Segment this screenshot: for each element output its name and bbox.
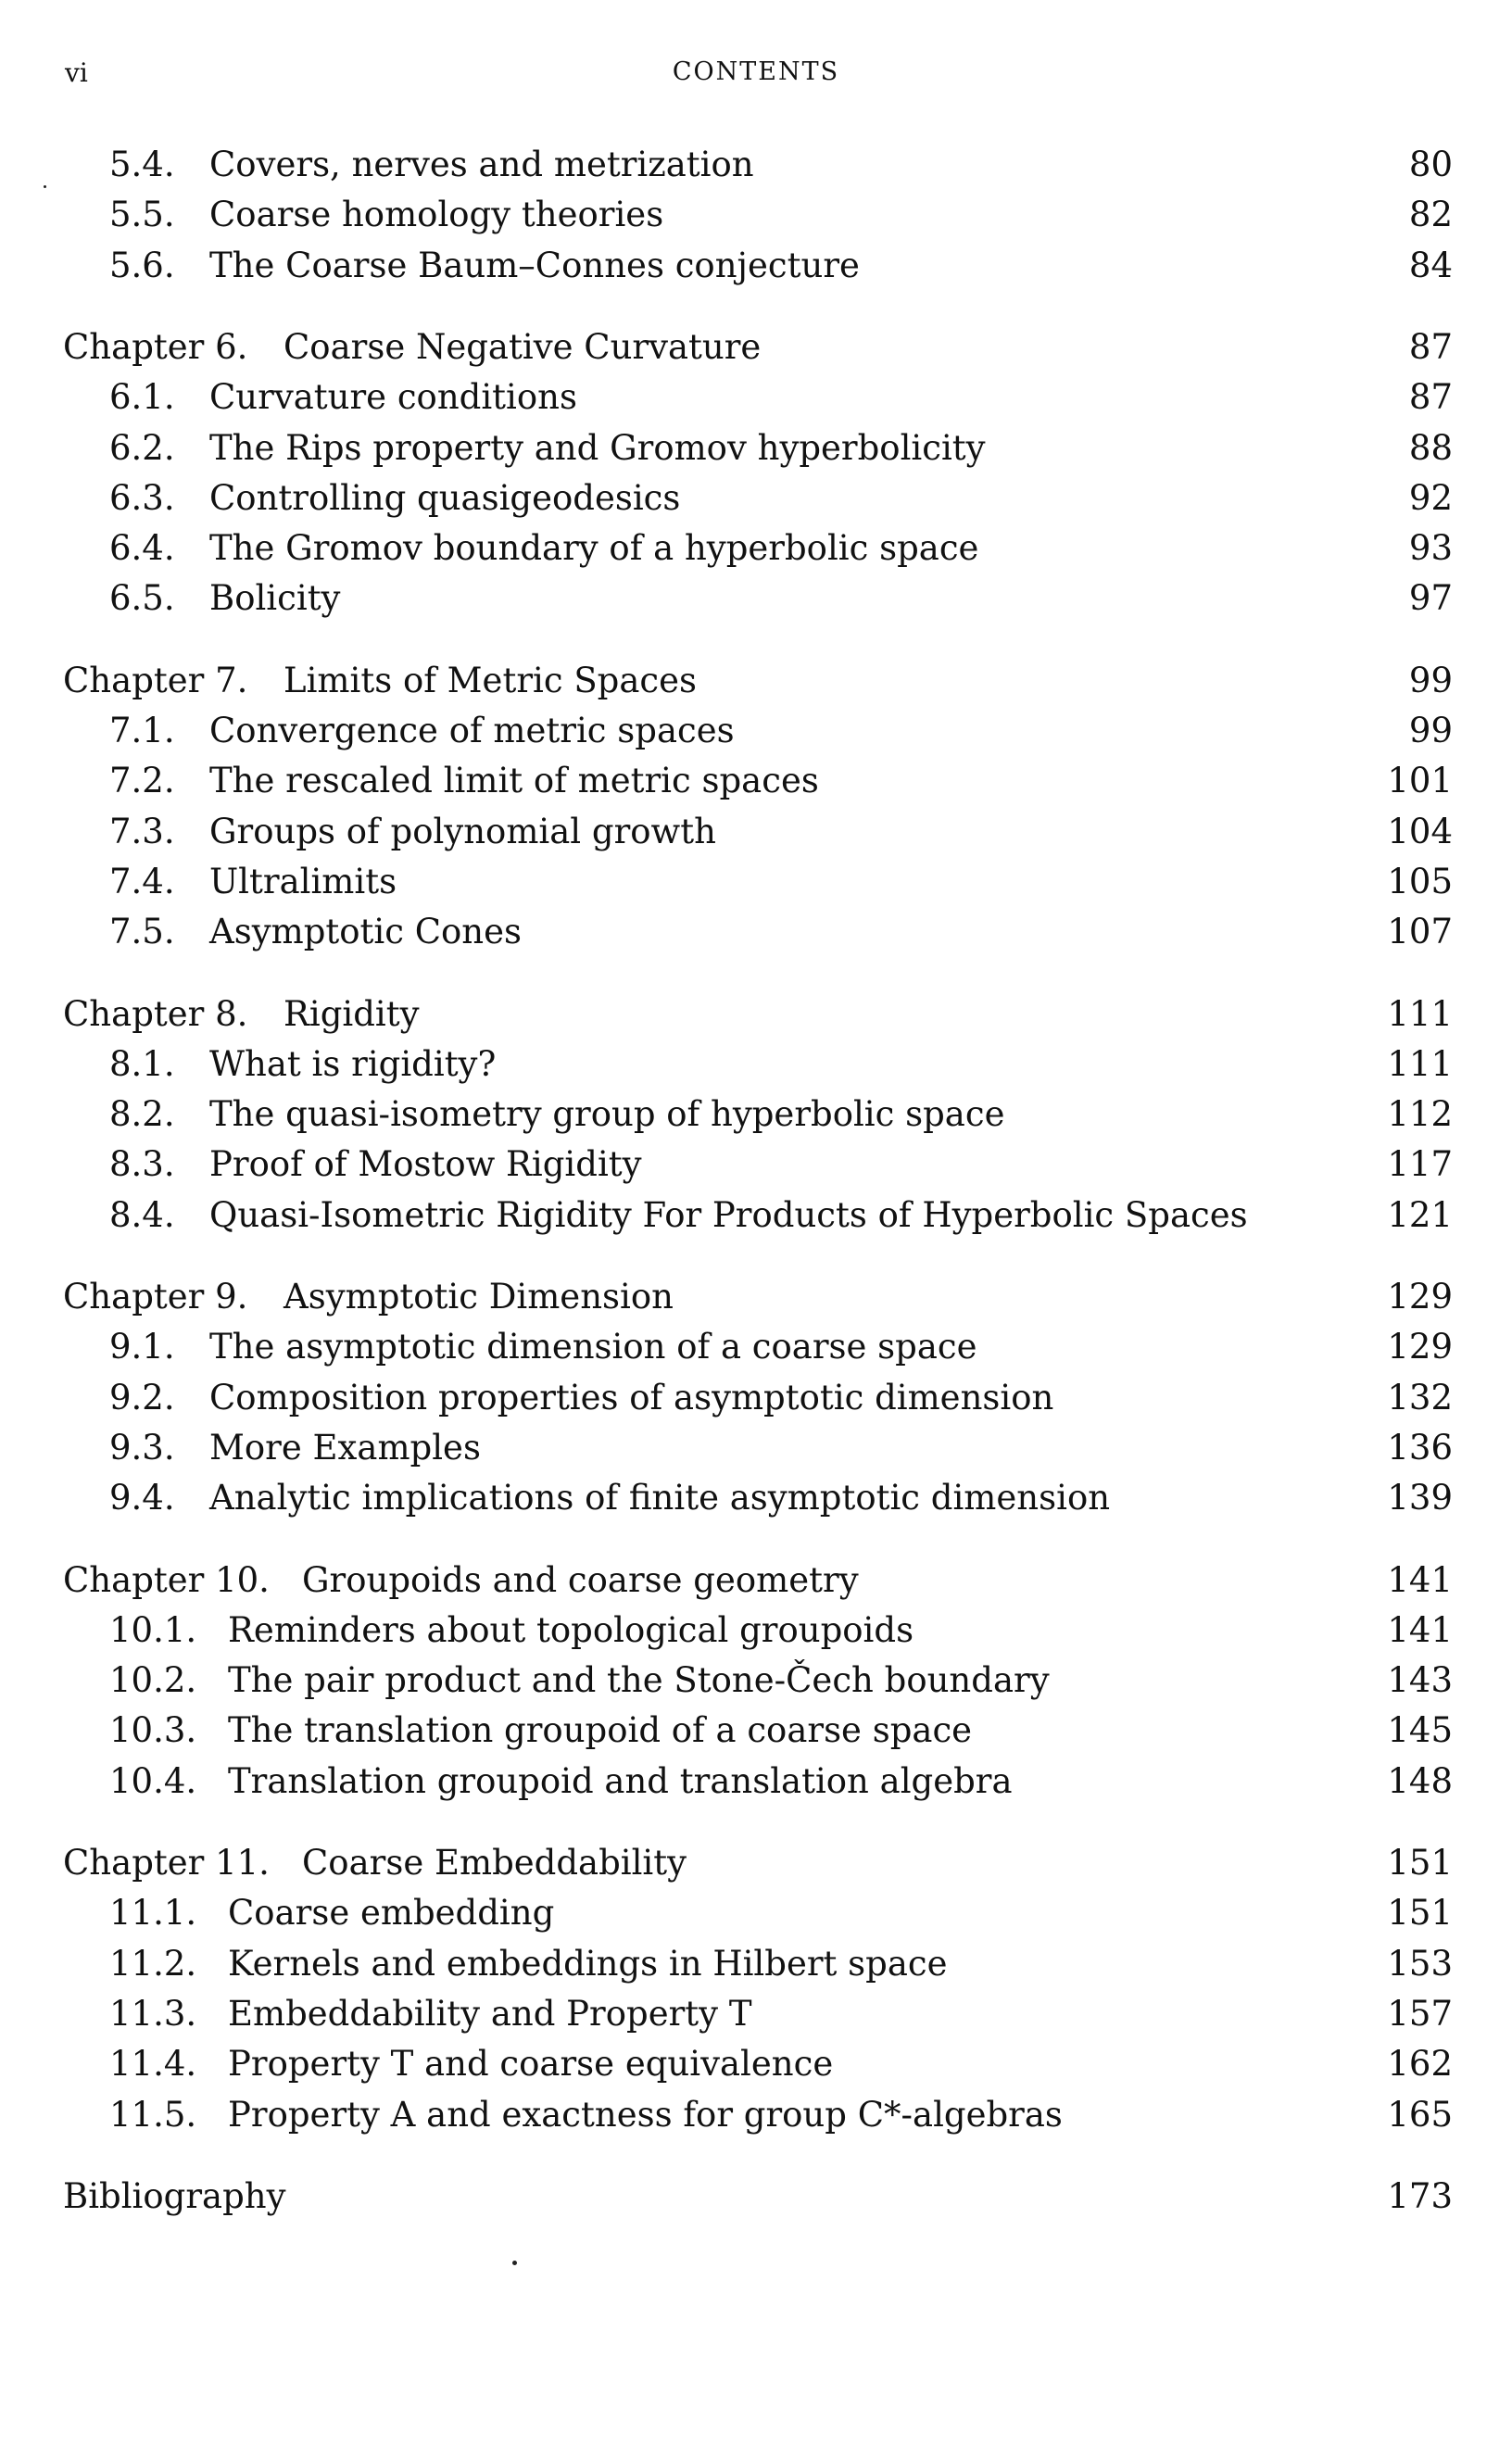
toc-section-entry [63,908,1453,956]
entry-title: Asymptotic Dimension [284,1277,674,1317]
entry-page-number: 84 [1408,245,1453,285]
toc-chapter-entry [63,323,1453,372]
toc-section-entry [63,1424,1453,1472]
toc-section-entry [63,1940,1453,1988]
entry-number: 11.5. [109,2094,197,2135]
toc-chapter-entry [63,990,1453,1039]
entry-number: 9.4. [109,1478,175,1518]
entry-page-number: 151 [1387,1893,1453,1934]
toc-section-entry [63,1090,1453,1139]
toc-chapter-entry [63,1556,1453,1605]
entry-number: 7.5. [109,912,175,952]
toc-section-entry [63,474,1453,523]
entry-title: Limits of Metric Spaces [284,660,698,700]
toc-section-entry [63,373,1453,422]
toc-section-entry [63,1758,1453,1806]
entry-page-number: 97 [1408,578,1453,619]
entry-title: Composition properties of asymptotic dimension [209,1377,1054,1418]
entry-number: 8.2. [109,1094,175,1135]
entry-page-number: 82 [1408,195,1453,235]
entry-title: The quasi-isometry group of hyperbolic space [209,1094,1005,1135]
entry-number: 6.4. [109,528,175,569]
entry-page-number: 111 [1387,993,1453,1034]
toc-section-entry [63,424,1453,472]
entry-number: 7.3. [109,811,175,851]
entry-title: Reminders about topological groupoids [228,1609,914,1650]
entry-title: Groupoids and coarse geometry [302,1559,859,1600]
entry-title: Bibliography [63,2175,286,2216]
entry-title: More Examples [209,1427,481,1468]
entry-page-number: 143 [1387,1660,1453,1701]
entry-title: Property A and exactness for group C*-algebras [228,2094,1063,2135]
entry-title: Property T and coarse equivalence [228,2044,834,2085]
entry-page-number: 121 [1387,1194,1453,1235]
entry-page-number: 101 [1387,761,1453,801]
entry-title: What is rigidity? [209,1043,497,1084]
toc-section-entry [63,2091,1453,2139]
entry-title: Groups of polynomial growth [209,811,716,851]
toc-chapter-entry [63,1839,1453,1887]
entry-number: 5.4. [109,145,175,184]
toc-section-entry [63,1707,1453,1755]
entry-page-number: 162 [1387,2044,1453,2085]
toc-bibliography-entry [63,2173,1453,2221]
entry-title: Convergence of metric spaces [209,711,735,750]
entry-page-number: 111 [1387,1043,1453,1084]
entry-page-number: 92 [1408,477,1453,518]
entry-page-number: 165 [1387,2094,1453,2135]
entry-title: Proof of Mostow Rigidity [209,1144,642,1185]
entry-number: 11.4. [109,2044,197,2085]
entry-title: Coarse embedding [228,1893,555,1934]
entry-page-number: 148 [1387,1760,1453,1801]
entry-title: Bolicity [209,578,341,619]
entry-page-number: 129 [1387,1277,1453,1317]
entry-number: 8.1. [109,1043,175,1084]
toc-section-entry [63,1474,1453,1522]
entry-page-number: 80 [1408,145,1453,184]
speck-mark [44,185,46,188]
entry-number: 11.2. [109,1943,197,1984]
entry-page-number: 157 [1387,1993,1453,2034]
entry-number: 10.1. [109,1609,197,1650]
entry-number: 11.1. [109,1893,197,1934]
toc-section-entry [63,1191,1453,1240]
toc-section-entry [63,141,1453,189]
entry-page-number: 105 [1387,861,1453,901]
entry-number: 6.3. [109,477,175,518]
entry-title: Coarse Negative Curvature [284,326,762,367]
running-head [56,57,1456,94]
entry-title: Curvature conditions [209,377,577,418]
entry-page-number: 99 [1408,711,1453,750]
entry-number: 8.4. [109,1194,175,1235]
toc-section-entry [63,524,1453,573]
entry-page-number: 112 [1387,1094,1453,1135]
entry-title: The Rips property and Gromov hyperbolicity [209,427,986,468]
toc-chapter-entry [63,657,1453,705]
entry-number: Chapter 11. [63,1843,270,1883]
toc-chapter-entry [63,1273,1453,1321]
toc-section-entry [63,1140,1453,1189]
entry-number: 10.2. [109,1660,197,1701]
entry-title: Covers, nerves and metrization [209,145,754,184]
entry-title: Kernels and embeddings in Hilbert space [228,1943,948,1984]
entry-page-number: 99 [1408,660,1453,700]
entry-title: The pair product and the Stone-Čech boundary [228,1660,1050,1701]
toc-section-entry [63,191,1453,239]
toc-section-entry [63,1889,1453,1937]
toc-section-entry [63,1657,1453,1705]
entry-title: The translation groupoid of a coarse space [228,1710,973,1751]
entry-page-number: 139 [1387,1478,1453,1518]
entry-number: 10.4. [109,1760,197,1801]
toc-section-entry [63,2040,1453,2088]
entry-page-number: 107 [1387,912,1453,952]
entry-page-number: 104 [1387,811,1453,851]
entry-number: 7.2. [109,761,175,801]
entry-page-number: 136 [1387,1427,1453,1468]
entry-title: Asymptotic Cones [209,912,523,952]
entry-number: 5.6. [109,245,175,285]
entry-page-number: 93 [1408,528,1453,569]
entry-page-number: 88 [1408,427,1453,468]
entry-page-number: 173 [1387,2175,1453,2216]
entry-title: Quasi-Isometric Rigidity For Products of Hyperbolic Spaces [209,1194,1248,1235]
entry-number: 10.3. [109,1710,197,1751]
entry-number: 8.3. [109,1144,175,1185]
entry-title: Translation groupoid and translation algebra [228,1760,1013,1801]
entry-number: 11.3. [109,1993,197,2034]
running-title: CONTENTS [672,57,840,86]
entry-page-number: 145 [1387,1710,1453,1751]
entry-page-number: 87 [1408,377,1453,418]
entry-page-number: 151 [1387,1843,1453,1883]
toc-section-entry [63,574,1453,623]
toc-section-entry [63,1323,1453,1371]
toc-section-entry [63,808,1453,856]
entry-title: Coarse Embeddability [302,1843,687,1883]
entry-page-number: 87 [1408,326,1453,367]
entry-number: 6.2. [109,427,175,468]
entry-page-number: 132 [1387,1377,1453,1418]
toc-section-entry [63,858,1453,906]
entry-title: The Coarse Baum–Connes conjecture [209,245,860,285]
entry-number: 6.1. [109,377,175,418]
entry-number: 9.3. [109,1427,175,1468]
entry-page-number: 141 [1387,1609,1453,1650]
entry-number: 7.1. [109,711,175,750]
toc-section-entry [63,242,1453,290]
entry-page-number: 117 [1387,1144,1453,1185]
entry-number: Chapter 7. [63,660,248,700]
entry-number: 9.2. [109,1377,175,1418]
entry-number: 9.1. [109,1327,175,1367]
entry-title: Embeddability and Property T [228,1993,752,2034]
entry-title: The rescaled limit of metric spaces [209,761,819,801]
toc-section-entry [63,1606,1453,1655]
entry-page-number: 129 [1387,1327,1453,1367]
entry-number: 5.5. [109,195,175,235]
speck-mark [512,2261,517,2265]
entry-title: Coarse homology theories [209,195,664,235]
toc-section-entry [63,707,1453,755]
entry-number: 6.5. [109,578,175,619]
toc-section-entry [63,757,1453,805]
toc-section-entry [63,1374,1453,1422]
toc-section-entry [63,1040,1453,1089]
entry-title: Ultralimits [209,861,397,901]
entry-page-number: 141 [1387,1559,1453,1600]
entry-title: Analytic implications of finite asymptotic dimension [209,1478,1111,1518]
entry-number: Chapter 9. [63,1277,248,1317]
entry-title: Rigidity [284,993,420,1034]
toc-section-entry [63,1990,1453,2038]
page-number: vi [65,57,88,88]
entry-number: 7.4. [109,861,175,901]
entry-title: The asymptotic dimension of a coarse space [209,1327,977,1367]
entry-title: The Gromov boundary of a hyperbolic space [209,528,979,569]
entry-page-number: 153 [1387,1943,1453,1984]
entry-number: Chapter 8. [63,993,248,1034]
entry-title: Controlling quasigeodesics [209,477,681,518]
entry-number: Chapter 6. [63,326,248,367]
entry-number: Chapter 10. [63,1559,270,1600]
